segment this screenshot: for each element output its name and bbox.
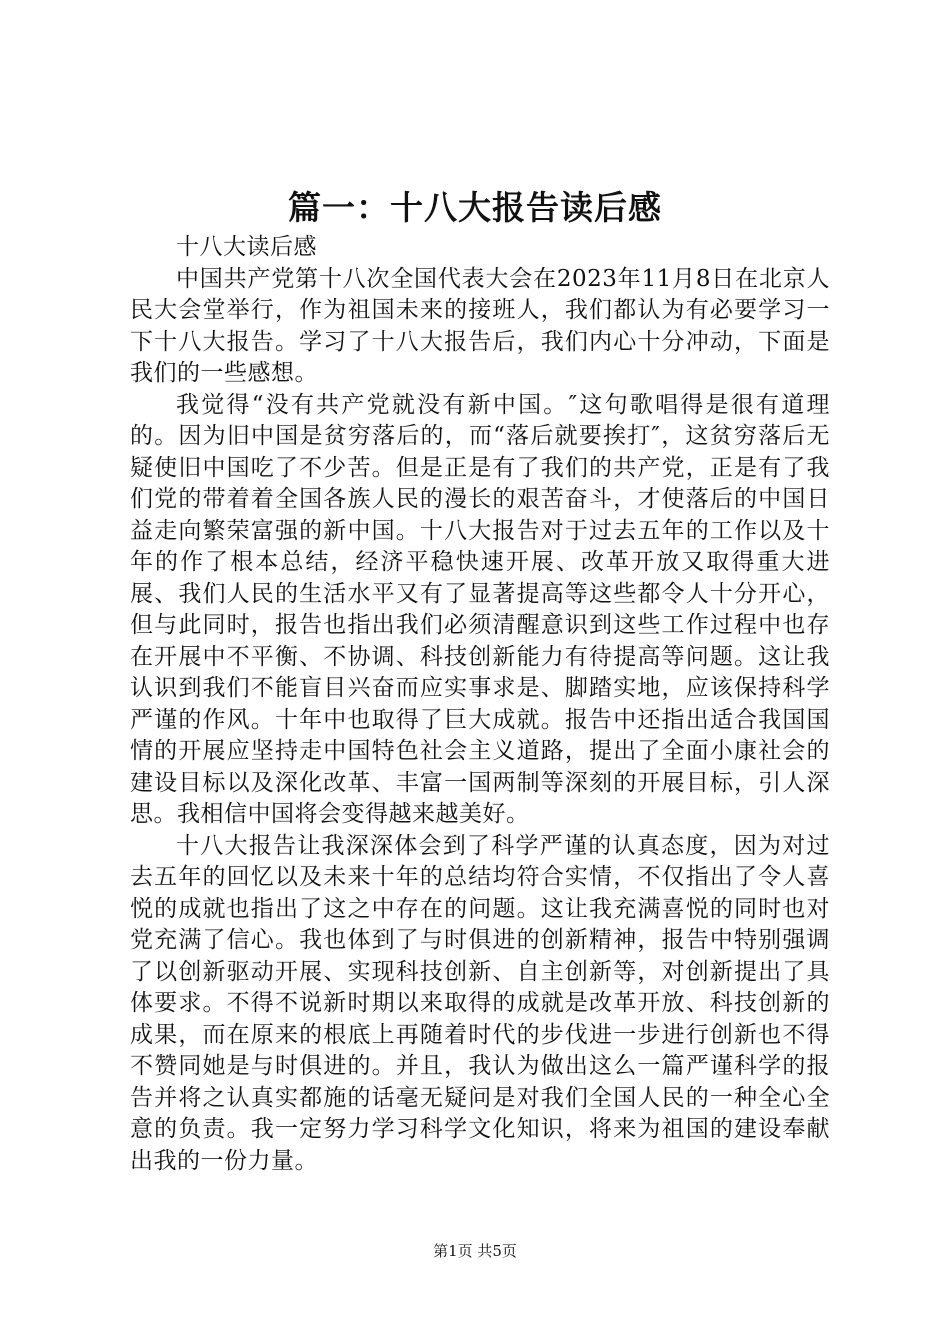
page-footer: 第1页 共5页 (433, 1242, 517, 1260)
document-title: 篇一：十八大报告读后感 (288, 188, 662, 227)
paragraph-subtitle: 十八大读后感 (176, 234, 317, 260)
document-body (130, 232, 830, 1177)
paragraph: 我觉得“没有共产党就没有新中国。″这句歌唱得是很有道理的。因为旧中国是贫穷落后的，而“落后就要挨打″，这贫穷落后无疑使旧中国吃了不少苦。但是正是有了我们的共产党，正是有了我们党的带着着全国各族人民的漫长的艰苦奋斗，才使落后的中国日益走向繁荣富强的新中国。十八大报告对于过去五年的工作以及十年的作了根本总结，经济平稳快速开展、改革开放又取得重大进展、我们人民的生活水平又有了显著提高等这些都令人十分开心，但与此同时，报告也指出我们必须清醒意识到这些工作过程中也存在开展中不平衡、不协调、科技创新能力有待提高等问题。这让我认识到我们不能盲目兴奋而应实事求是、脚踏实地，应该保持科学严谨的作风。十年中也取得了巨大成就。报告中还指出适合我国国情的开展应坚持走中国特色社会主义道路，提出了全面小康社会的建设目标以及深化改革、丰富一国两制等深刻的开展目标，引人深思。我相信中国将会变得越来越美好。 (130, 391, 830, 827)
paragraph: 十八大报告让我深深体会到了科学严谨的认真态度，因为对过去五年的回忆以及未来十年的总结均符合实情，不仅指出了令人喜悦的成就也指出了这之中存在的问题。这让我充满喜悦的同时也对党充满了信心。我也体到了与时俱进的创新精神，报告中特别强调了以创新驱动开展、实现科技创新、自主创新等，对创新提出了具体要求。不得不说新时期以来取得的成就是改革开放、科技创新的成果，而在原来的根底上再随着时代的步伐进一步进行创新也不得不赞同她是与时俱进的。并且，我认为做出这么一篇严谨科学的报告并将之认真实都施的话毫无疑问是对我们全国人民的一种全心全意的负责。我一定努力学习科学文化知识，将来为祖国的建设奉献出我的一份力量。 (130, 832, 830, 1174)
paragraph: 中国共产党第十八次全国代表大会在2023年11月8日在北京人民大会堂举行，作为祖国未来的接班人，我们都认为有必要学习一下十八大报告。学习了十八大报告后，我们内心十分冲动，下面是我们的一些感想。 (130, 265, 830, 386)
